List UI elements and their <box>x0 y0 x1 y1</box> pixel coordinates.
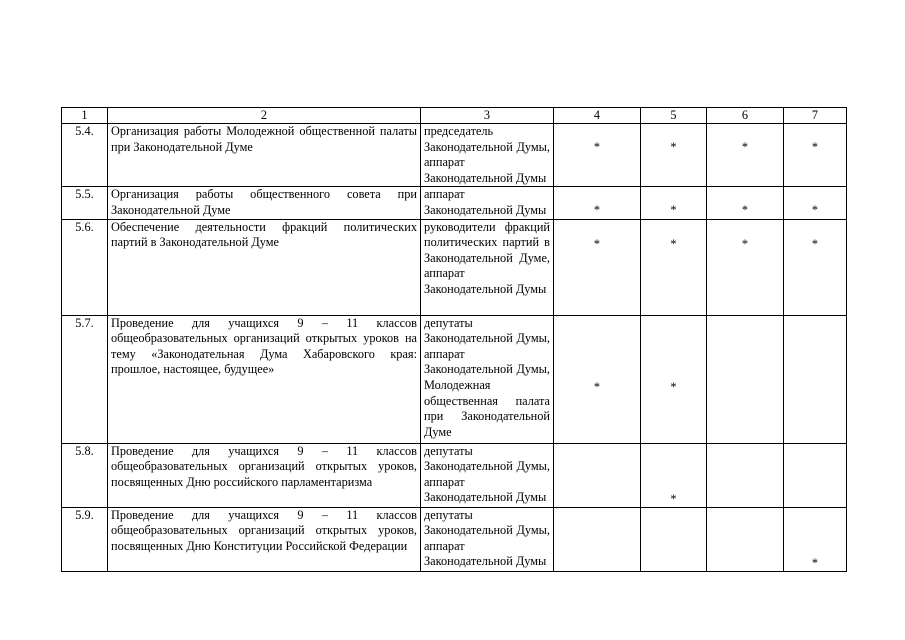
header-row <box>62 108 847 124</box>
activity-cell: Проведение для учащихся 9 – 11 классов общеобразовательных организаций открытых уроков на тему «Законодательная Дума Хабаровского края: прошлое, настоящее, будущее» <box>108 315 421 443</box>
mark: * <box>811 140 819 154</box>
mark-cell <box>784 507 847 571</box>
activity-cell: Организация работы Молодежной общественной палаты при Законодательной Думе <box>108 124 421 187</box>
mark-cell <box>554 315 641 443</box>
mark-cell <box>784 443 847 507</box>
row-number: 5.7. <box>62 315 108 443</box>
responsible-cell: председатель Законодательной Думы, аппарат Законодательной Думы <box>421 124 554 187</box>
mark-cell <box>554 219 641 315</box>
mark-cell <box>554 124 641 187</box>
activity-cell: Организация работы общественного совета при Законодательной Думе <box>108 187 421 219</box>
mark: * <box>811 236 819 251</box>
mark: * <box>741 236 749 251</box>
mark-cell <box>707 124 784 187</box>
mark: * <box>593 236 601 251</box>
row-number: 5.5. <box>62 187 108 219</box>
mark-cell <box>554 443 641 507</box>
table-row <box>62 315 847 443</box>
mark: * <box>670 379 677 394</box>
column-header: 1 <box>62 108 108 124</box>
mark: * <box>670 491 677 506</box>
column-header: 6 <box>707 108 784 124</box>
mark: * <box>811 555 819 570</box>
mark: * <box>741 140 749 154</box>
responsible-cell: депутаты Законодательной Думы, аппарат Законодательной Думы <box>421 443 554 507</box>
mark-cell <box>641 124 707 187</box>
mark: * <box>811 203 819 218</box>
mark-cell <box>554 507 641 571</box>
mark: * <box>593 140 601 154</box>
mark-cell <box>784 187 847 219</box>
mark: * <box>670 236 677 251</box>
mark-cell <box>707 187 784 219</box>
table-row <box>62 219 847 315</box>
mark-cell <box>707 507 784 571</box>
column-header: 5 <box>641 108 707 124</box>
mark-cell <box>641 315 707 443</box>
row-number: 5.6. <box>62 219 108 315</box>
mark-cell <box>707 443 784 507</box>
row-number: 5.4. <box>62 124 108 187</box>
row-number: 5.8. <box>62 443 108 507</box>
activity-cell: Обеспечение деятельности фракций политических партий в Законодательной Думе <box>108 219 421 315</box>
mark-cell <box>784 315 847 443</box>
mark-cell <box>641 443 707 507</box>
column-header: 3 <box>421 108 554 124</box>
mark-cell <box>641 187 707 219</box>
row-number: 5.9. <box>62 507 108 571</box>
table-row <box>62 124 847 187</box>
mark: * <box>593 379 601 394</box>
table-row <box>62 443 847 507</box>
mark-cell <box>641 507 707 571</box>
responsible-cell: аппарат Законодательной Думы <box>421 187 554 219</box>
responsible-cell: депутаты Законодательной Думы, аппарат Законодательной Думы <box>421 507 554 571</box>
mark-cell <box>554 187 641 219</box>
activity-cell: Проведение для учащихся 9 – 11 классов общеобразовательных организаций открытых уроков, посвященных Дню российского парламентаризма <box>108 443 421 507</box>
activity-cell: Проведение для учащихся 9 – 11 классов общеобразовательных организаций открытых уроков, посвященных Дню Конституции Российской Федерации <box>108 507 421 571</box>
mark-cell <box>784 219 847 315</box>
mark: * <box>670 140 677 154</box>
mark-cell <box>707 219 784 315</box>
mark-cell <box>641 219 707 315</box>
mark: * <box>593 203 601 218</box>
plan-table <box>61 107 847 572</box>
column-header: 7 <box>784 108 847 124</box>
table-row <box>62 187 847 219</box>
responsible-cell: руководители фракций политических партий в Законодательной Думе, аппарат Законодательной Думы <box>421 219 554 315</box>
mark: * <box>741 203 749 218</box>
table-row <box>62 507 847 571</box>
mark: * <box>670 203 677 218</box>
mark-cell <box>707 315 784 443</box>
mark-cell <box>784 124 847 187</box>
column-header: 4 <box>554 108 641 124</box>
column-header: 2 <box>108 108 421 124</box>
responsible-cell: депутаты Законодательной Думы, аппарат Законодательной Думы, Молодежная общественная палата при Законодательной Думе <box>421 315 554 443</box>
